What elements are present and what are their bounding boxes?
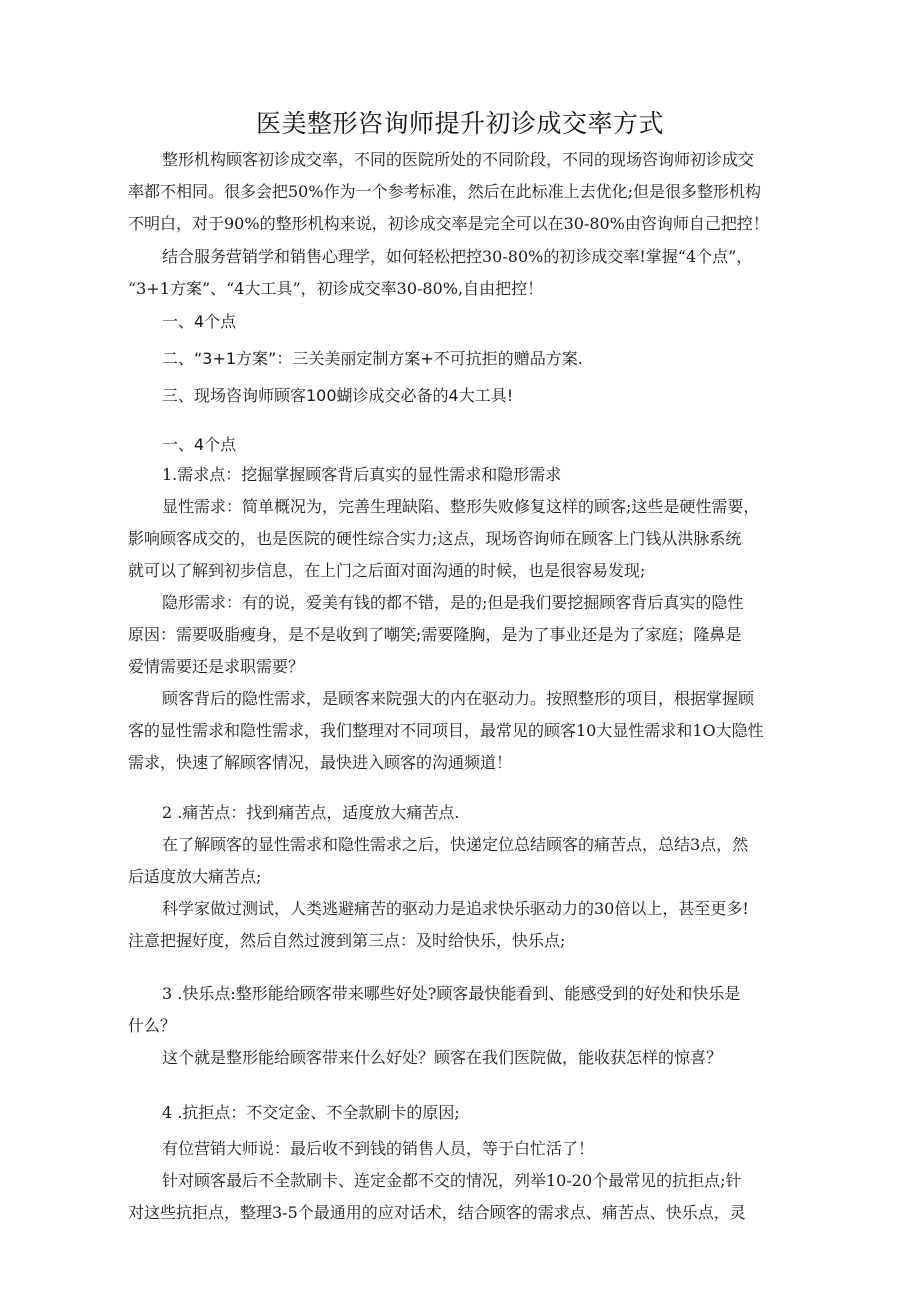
paragraph-line: 后适度放大痛苦点;: [128, 867, 262, 886]
subsection-heading: 1.需求点：挖掘掌握顾客背后真实的显性需求和隐形需求: [162, 465, 562, 484]
paragraph-line: 整形机构顾客初诊成交率，不同的医院所处的不同阶段，不同的现场咨询师初诊成交: [162, 150, 755, 169]
outline-item: 三、现场咨询师顾客100蝴诊成交必备的4大工具!: [162, 386, 514, 405]
outline-item: 二、“3+1方案”：三关美丽定制方案+不可抗拒的赠品方案.: [162, 349, 583, 368]
paragraph-line: 有位营销大师说：最后收不到钱的销售人员，等于白忙活了！: [162, 1139, 595, 1158]
paragraph-line: 什么？: [128, 1016, 177, 1035]
paragraph-line: 科学家做过测试，人类逃避痛苦的驱动力是追求快乐驱动力的30倍以上，甚至更多!: [162, 899, 749, 918]
subsection-heading: 3 .快乐点:整形能给顾客带来哪些好处?顾客最快能看到、能感受到的好处和快乐是: [162, 984, 741, 1003]
subsection-heading: 2 .痛苦点：找到痛苦点，适度放大痛苦点.: [162, 803, 460, 822]
section-heading: 一、4个点: [162, 435, 237, 454]
paragraph-line: 顾客背后的隐性需求，是顾客来院强大的内在驱动力。按照整形的项目，根据掌握顾: [162, 689, 755, 708]
paragraph-line: 显性需求：简单概况为，完善生理缺陷、整形失败修复这样的顾客;这些是硬性需要，: [162, 497, 760, 516]
paragraph-line: 对这些抗拒点，整理3-5个最通用的应对话术，结合顾客的需求点、痛苦点、快乐点，灵: [128, 1203, 746, 1222]
paragraph-line: 需求，快速了解顾客情况，最快进入顾客的沟通频道！: [128, 753, 513, 772]
paragraph-line: 客的显性需求和隐性需求，我们整理对不同项目，最常见的顾客10大显性需求和1O大隐性: [128, 721, 764, 740]
paragraph-line: 针对顾客最后不全款刷卡、连定金都不交的情况，列举10-20个最常见的抗拒点;针: [162, 1171, 742, 1190]
paragraph-line: 隐形需求：有的说，爱美有钱的都不错，是的;但是我们要挖掘顾客背后真实的隐性: [162, 593, 744, 612]
subsection-heading: 4 .抗拒点：不交定金、不全款刷卡的原因;: [162, 1103, 460, 1122]
paragraph-line: 这个就是整形能给顾客带来什么好处？顾客在我们医院做，能收获怎样的惊喜？: [162, 1048, 723, 1067]
paragraph-line: 不明白，对于90%的整形机构来说，初诊成交率是完全可以在30-80%由咨询师自己把控！: [128, 214, 769, 233]
paragraph-line: 结合服务营销学和销售心理学，如何轻松把控30-80%的初诊成交率!掌握“4个点”，: [162, 247, 753, 266]
paragraph-line: 在了解顾客的显性需求和隐性需求之后，快递定位总结顾客的痛苦点，总结3点，然: [162, 835, 749, 854]
paragraph-line: 原因：需要吸脂瘦身，是不是收到了嘲笑;需要隆胸，是为了事业还是为了家庭；隆鼻是: [128, 625, 742, 644]
paragraph-line: 就可以了解到初步信息，在上门之后面对面沟通的时候，也是很容易发现;: [128, 561, 646, 580]
paragraph-line: 影响顾客成交的，也是医院的硬性综合实力;这点，现场咨询师在顾客上门钱从洪脉系统: [128, 529, 742, 548]
paragraph-line: 注意把握好度，然后自然过渡到第三点：及时给快乐，快乐点;: [128, 931, 566, 950]
paragraph-line: “3+1方案”、“4大工具”，初诊成交率30-80%,自由把控！: [128, 279, 544, 298]
paragraph-line: 率都不相同。很多会把50%作为一个参考标准，然后在此标准上去优化;但是很多整形机构: [128, 182, 761, 201]
outline-item: 一、4个点: [162, 312, 237, 331]
paragraph-line: 爱情需要还是求职需要？: [128, 657, 305, 676]
document-title: 医美整形咨询师提升初诊成交率方式: [255, 109, 664, 138]
